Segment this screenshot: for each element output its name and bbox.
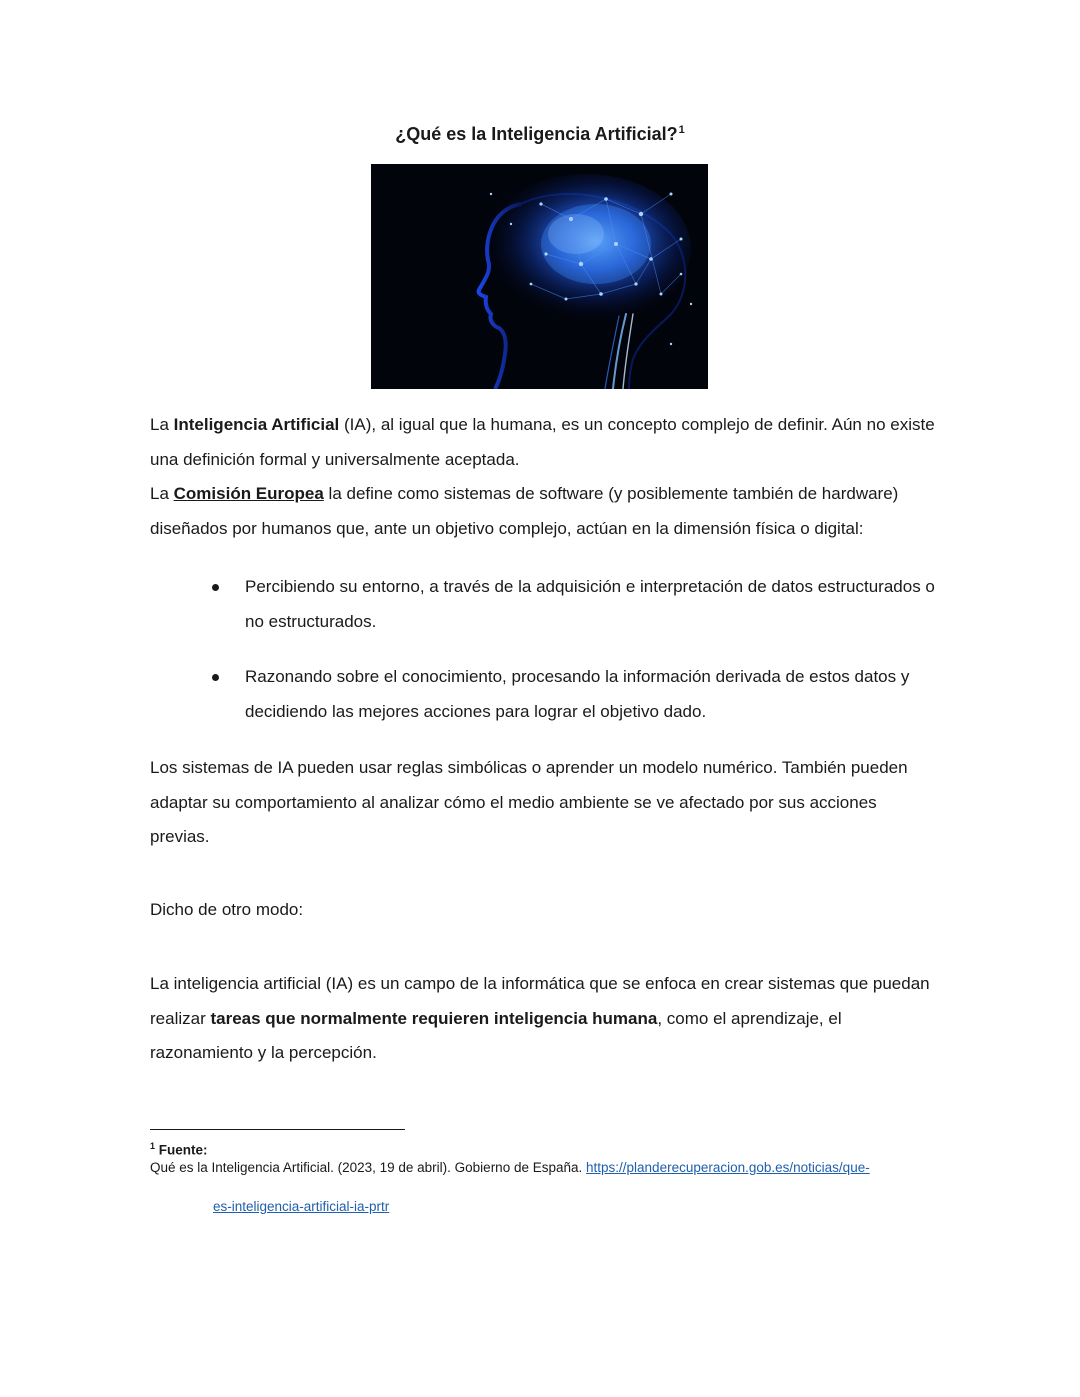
source-url-link-continued[interactable]: es-inteligencia-artificial-ia-prtr <box>213 1199 390 1214</box>
list-item-text: Razonando sobre el conocimiento, procesando la información derivada de estos datos y decidiendo las mejores acciones para lograr el objetivo dado. <box>245 667 910 721</box>
bullet-icon <box>212 674 219 681</box>
footnote-label: $^1$ Fuente: <box>150 1141 208 1158</box>
footnote-url-continuation <box>213 1199 1013 1214</box>
term-inteligencia-artificial: Inteligencia Artificial <box>173 415 340 434</box>
intro-paragraph: La Inteligencia Artificial (IA), al igual que la humana, es un concepto complejo de definir. Aún no existe una definición formal y universalmente aceptada. <box>150 415 935 469</box>
page-title <box>0 124 1080 145</box>
emphasis-text: tareas que normalmente requieren inteligencia humana <box>210 1008 658 1028</box>
summary-paragraph: La inteligencia artificial (IA) es un campo de la informática que se enfoca en crear sistemas que puedan realizar tareas que normalmente requieren inteligencia humana, como el aprendizaje, el razonamiento y la percepción. <box>150 974 930 1062</box>
source-url-link[interactable]: https://planderecuperacion.gob.es/noticias/que- <box>586 1160 870 1175</box>
footnote-divider <box>150 1129 405 1130</box>
transition-paragraph: Dicho de otro modo: <box>150 900 304 919</box>
ai-brain-head-icon <box>371 164 708 389</box>
footnote-reference[interactable]: 1 <box>678 124 685 136</box>
systems-paragraph: Los sistemas de IA pueden usar reglas simbólicas o aprender un modelo numérico. También pueden adaptar su comportamiento al analizar cómo el medio ambiente se ve afectado por sus acciones previas. <box>150 758 908 846</box>
ai-brain-head-illustration <box>371 164 708 389</box>
footnote-citation: Qué es la Inteligencia Artificial. (2023, 19 de abril). Gobierno de España. https://planderecuperacion.gob.es/noticias/que- <box>150 1160 870 1175</box>
title-text: ¿Qué es la Inteligencia Artificial? <box>395 124 678 144</box>
definition-paragraph: La Comisión Europea la define como sistemas de software (y posiblemente también de hardware) diseñados por humanos que, ante un objetivo complejo, actúan en la dimensión física o digital: <box>150 484 899 538</box>
list-item <box>150 570 940 639</box>
list-item-text: Percibiendo su entorno, a través de la adquisición e interpretación de datos estructurados o no estructurados. <box>245 577 935 631</box>
list-item <box>150 660 940 729</box>
comision-europea-link[interactable]: Comisión Europea <box>173 484 324 503</box>
bullet-icon <box>212 584 219 591</box>
